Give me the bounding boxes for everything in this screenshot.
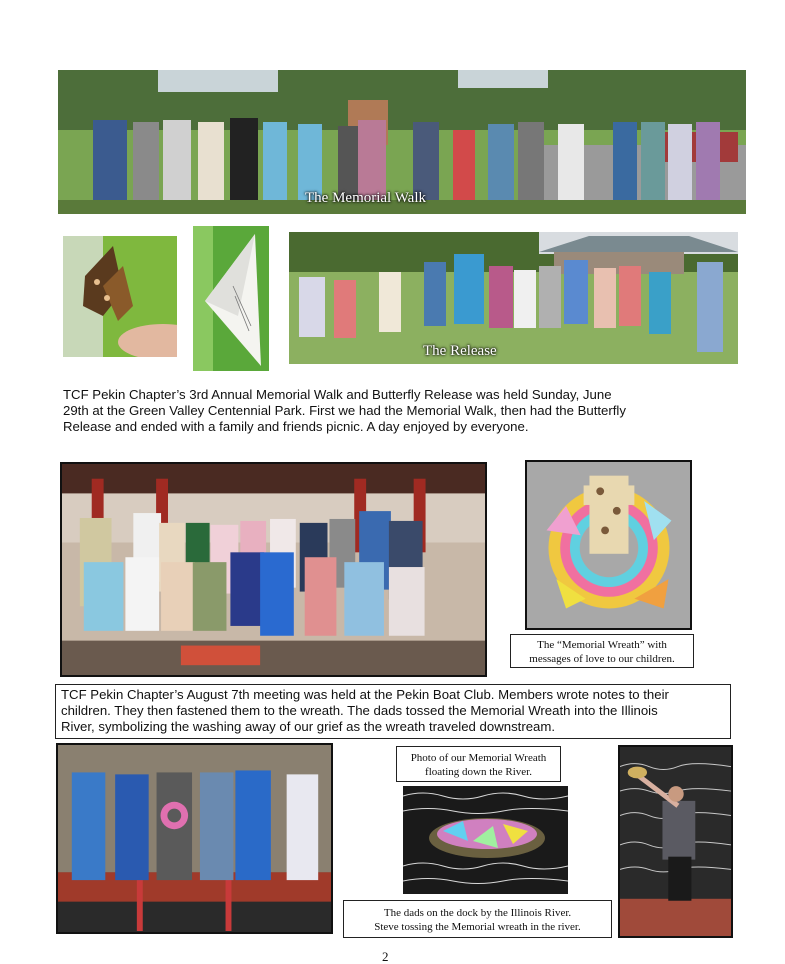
floating-wreath-caption [396,746,561,782]
release-photo [289,232,738,364]
wreath-caption-line-2: messages of love to our children. [529,653,675,665]
page-number: 2 [382,949,389,964]
wreath-caption [510,634,694,668]
meeting-description-line-1: TCF Pekin Chapter’s August 7th meeting was held at the Pekin Boat Club. Members wrote notes to their [61,687,669,702]
meeting-description-line-2: children. They then fastened them to the wreath. The dads tossed the Memorial Wreath into the Illinois [61,703,658,718]
floating-wreath-caption-line-2: floating down the River. [425,766,532,778]
memorial-wreath-photo [525,460,692,630]
dock-caption-line-2: Steve tossing the Memorial wreath in the river. [374,921,581,933]
release-caption: The Release [423,343,497,359]
boat-club-group-photo [60,462,487,677]
floating-wreath-caption-line-1: Photo of our Memorial Wreath [410,752,547,764]
butterfly-envelope-photo [193,226,269,371]
walk-description-line-3: Release and ended with a family and friends picnic. A day enjoyed by everyone. [63,419,529,434]
butterfly-photo [63,236,177,357]
meeting-description-line-3: River, symbolizing the washing away of our grief as the wreath traveled downstream. [61,719,556,734]
meeting-description [55,684,731,739]
dock-caption [343,900,612,938]
walk-description-line-1: TCF Pekin Chapter’s 3rd Annual Memorial Walk and Butterfly Release was held Sunday, June [63,387,612,402]
walk-description-line-2: 29th at the Green Valley Centennial Park. First we had the Memorial Walk, then had the Butterfly [63,403,626,418]
memorial-walk-caption: The Memorial Walk [305,190,426,206]
dads-on-dock-photo [56,743,333,934]
wreath-floating-photo [403,786,568,894]
walk-description [63,387,743,435]
steve-tossing-wreath-photo [618,745,733,938]
wreath-caption-line-1: The “Memorial Wreath” with [537,639,667,651]
dock-caption-line-1: The dads on the dock by the Illinois River. [383,907,572,919]
